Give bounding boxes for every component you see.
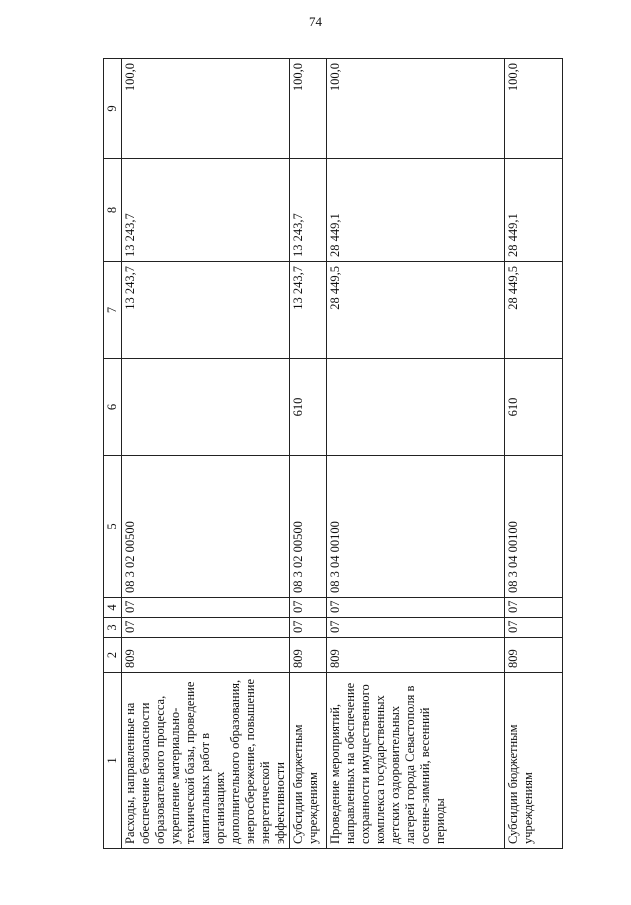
table-header-row bbox=[104, 59, 122, 849]
table-row bbox=[290, 59, 327, 849]
planned-amount-cell: 13 243,7 bbox=[290, 262, 327, 359]
page-number: 74 bbox=[309, 14, 322, 29]
section-cell: 07 bbox=[505, 618, 563, 638]
subsection-cell: 07 bbox=[122, 598, 290, 618]
percent-cell: 100,0 bbox=[327, 59, 505, 159]
actual-amount-cell: 13 243,7 bbox=[122, 159, 290, 262]
subsection-cell: 07 bbox=[327, 598, 505, 618]
expense-type-cell: 610 bbox=[290, 359, 327, 456]
expense-type-cell bbox=[122, 359, 290, 456]
target-article-cell: 08 3 04 00100 bbox=[505, 456, 563, 598]
ministry-code-cell: 809 bbox=[290, 638, 327, 673]
target-article-cell: 08 3 02 00500 bbox=[290, 456, 327, 598]
header-cell: 7 bbox=[104, 262, 122, 359]
expense-type-cell bbox=[327, 359, 505, 456]
section-cell: 07 bbox=[327, 618, 505, 638]
row-name-cell: Проведение мероприятий, направленных на обеспечение сохранности имущественного комплекса государственных детских оздоровительных лагерей города Севастополя в осенне-зимний, весенний периоды bbox=[327, 673, 505, 849]
rotated-table-container bbox=[103, 59, 549, 849]
header-cell: 9 bbox=[104, 59, 122, 159]
planned-amount-cell: 28 449,5 bbox=[505, 262, 563, 359]
actual-amount-cell: 28 449,1 bbox=[505, 159, 563, 262]
target-article-cell: 08 3 04 00100 bbox=[327, 456, 505, 598]
subsection-cell: 07 bbox=[290, 598, 327, 618]
ministry-code-cell: 809 bbox=[122, 638, 290, 673]
row-name-cell: Расходы, направленные на обеспечение безопасности образовательного процесса, укрепление материально-технической базы, проведение капитальных работ в организациях дополнительного образования, энергосбережение, повышение энергетической эффективности bbox=[122, 673, 290, 849]
header-cell: 8 bbox=[104, 159, 122, 262]
target-article-cell: 08 3 02 00500 bbox=[122, 456, 290, 598]
actual-amount-cell: 13 243,7 bbox=[290, 159, 327, 262]
header-cell: 1 bbox=[104, 673, 122, 849]
header-cell: 6 bbox=[104, 359, 122, 456]
percent-cell: 100,0 bbox=[122, 59, 290, 159]
header-cell: 5 bbox=[104, 456, 122, 598]
ministry-code-cell: 809 bbox=[505, 638, 563, 673]
planned-amount-cell: 28 449,5 bbox=[327, 262, 505, 359]
percent-cell: 100,0 bbox=[290, 59, 327, 159]
section-cell: 07 bbox=[122, 618, 290, 638]
actual-amount-cell: 28 449,1 bbox=[327, 159, 505, 262]
section-cell: 07 bbox=[290, 618, 327, 638]
table-row bbox=[327, 59, 505, 849]
row-name-cell: Субсидии бюджетным учреждениям bbox=[290, 673, 327, 849]
row-name-cell: Субсидии бюджетным учреждениям bbox=[505, 673, 563, 849]
ministry-code-cell: 809 bbox=[327, 638, 505, 673]
subsection-cell: 07 bbox=[505, 598, 563, 618]
table-row bbox=[505, 59, 563, 849]
budget-table bbox=[103, 58, 563, 849]
percent-cell: 100,0 bbox=[505, 59, 563, 159]
header-cell: 2 bbox=[104, 638, 122, 673]
expense-type-cell: 610 bbox=[505, 359, 563, 456]
header-cell: 4 bbox=[104, 598, 122, 618]
header-cell: 3 bbox=[104, 618, 122, 638]
planned-amount-cell: 13 243,7 bbox=[122, 262, 290, 359]
table-row bbox=[122, 59, 290, 849]
